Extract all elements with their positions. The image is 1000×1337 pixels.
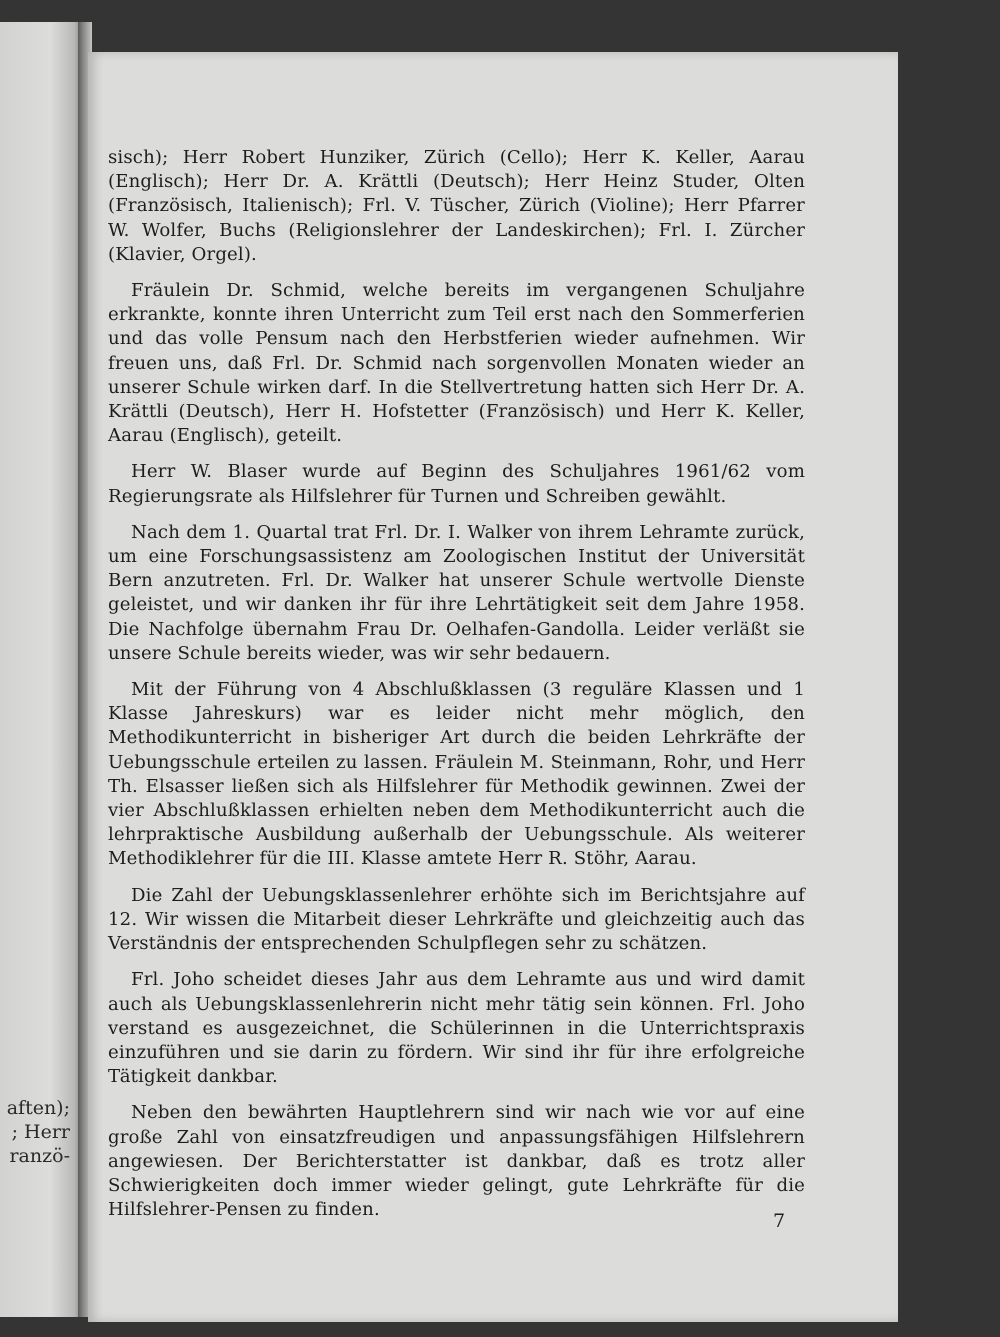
paragraph: Neben den bewährten Hauptlehrern sind wir nach wie vor auf eine große Zahl von einsatzfreudigen und anpassungsfähigen Hilfslehrern angewiesen. Der Berichterstatter ist dankbar, daß es trotz aller Schwierigkeiten doch immer wieder gelingt, gute Lehrkräfte für die Hilfslehrer-Pensen zu finden.: [108, 1102, 805, 1221]
paragraph: Mit der Führung von 4 Abschlußklassen (3 reguläre Klassen und 1 Klasse Jahreskurs) war es leider nicht mehr möglich, den Methodikunterricht in bisheriger Art durch die beiden Lehrkräfte der Uebungsschule erteilen zu lassen. Fräulein M. Steinmann, Rohr, und Herr Th. Elsasser ließen sich als Hilfslehrer für Methodik gewinnen. Zwei der vier Abschlußklassen erhielten neben dem Methodikunterricht auch die lehrpraktische Ausbildung außerhalb der Uebungsschule. Als weiterer Methodiklehrer für die III. Klasse amtete Herr R. Stöhr, Aarau.: [108, 679, 805, 870]
adjacent-left-page: [0, 22, 84, 1317]
paragraph: Nach dem 1. Quartal trat Frl. Dr. I. Walker von ihrem Lehramte zurück, um eine Forschungsassistenz am Zoologischen Institut der Universität Bern anzutreten. Frl. Dr. Walker hat unserer Schule wertvolle Dienste geleistet, und wir danken ihr für ihre Lehrtätigkeit seit dem Jahre 1958. Die Nachfolge übernahm Frau Dr. Oelhafen-Gandolla. Leider verläßt sie unsere Schule bereits wieder, was wir sehr bedauern.: [108, 521, 805, 664]
paragraph: Die Zahl der Uebungsklassenlehrer erhöhte sich im Berichtsjahre auf 12. Wir wissen die Mitarbeit dieser Lehrkräfte und gleichzeitig auch das Verständnis der entsprechenden Schulpflegen sehr zu schätzen.: [108, 884, 805, 955]
body-text: [108, 146, 805, 1234]
paragraph: Herr W. Blaser wurde auf Beginn des Schuljahres 1961/62 vom Regierungsrate als Hilfslehrer für Turnen und Schreiben gewählt.: [108, 461, 805, 507]
left-page-fragment: aften);: [6, 1097, 70, 1119]
paragraph: Fräulein Dr. Schmid, welche bereits im vergangenen Schuljahre erkrankte, konnte ihren Unterricht zum Teil erst nach den Sommerferien und das volle Pensum nach den Herbstferien wieder aufnehmen. Wir freuen uns, daß Frl. Dr. Schmid nach sorgenvollen Monaten wieder an unserer Schule wirken darf. In die Stellvertretung hatten sich Herr Dr. A. Krättli (Deutsch), Herr H. Hofstetter (Französisch) und Herr K. Keller, Aarau (Englisch), geteilt.: [108, 280, 805, 447]
left-page-fragment: ranzö-: [9, 1145, 70, 1167]
left-page-fragment: ; Herr: [11, 1121, 70, 1143]
paragraph: Frl. Joho scheidet dieses Jahr aus dem Lehramte aus und wird damit auch als Uebungsklassenlehrerin nicht mehr tätig sein können. Frl. Joho verstand es ausgezeichnet, die Schülerinnen in die Unterrichtspraxis einzuführen und sie darin zu fördern. Wir sind ihr für ihre erfolgreiche Tätigkeit dankbar.: [108, 969, 805, 1088]
paragraph: sisch); Herr Robert Hunziker, Zürich (Cello); Herr K. Keller, Aarau (Englisch); Herr Dr. A. Krättli (Deutsch); Herr Heinz Studer, Olten (Französisch, Italienisch); Frl. V. Tüscher, Zürich (Violine); Herr Pfarrer W. Wolfer, Buchs (Religionslehrer der Landeskirchen); Frl. I. Zürcher (Klavier, Orgel).: [108, 147, 805, 265]
right-page: [88, 52, 898, 1322]
page-number: 7: [773, 1210, 786, 1232]
